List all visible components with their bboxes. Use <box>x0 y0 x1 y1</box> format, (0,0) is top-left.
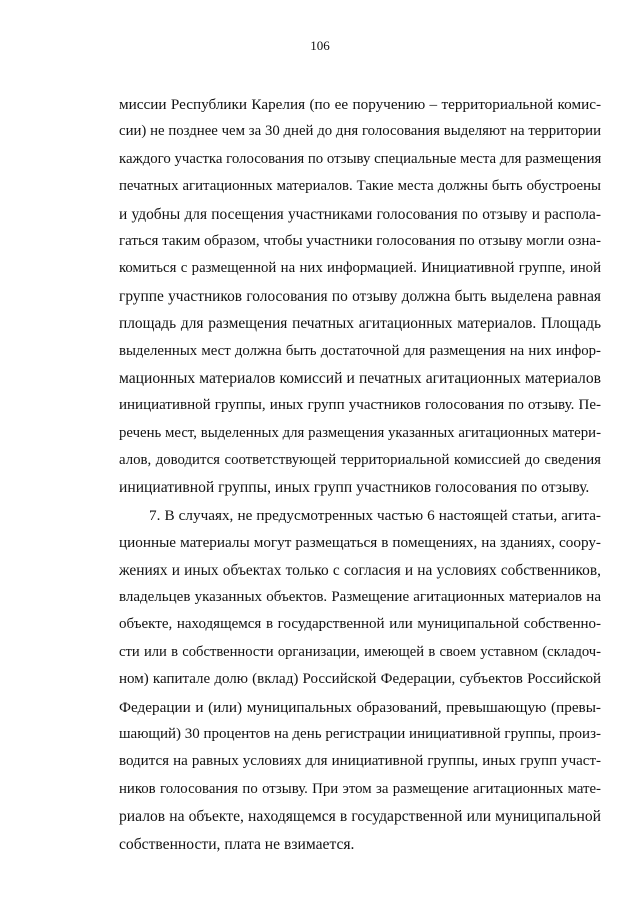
text-line: ников голосования по отзыву. При этом за размещение агитационных мате- <box>119 780 601 797</box>
text-line: Федерации и (или) муниципальных образований, превышающую (превы- <box>119 698 601 716</box>
text-line: 7. В случаях, не предусмотренных частью 6 настоящей статьи, агита- <box>149 506 601 524</box>
text-line: сии) не позднее чем за 30 дней до дня голосования выделяют на территории <box>119 123 601 140</box>
text-line: собственности, плата не взимается. <box>119 835 355 853</box>
text-line: площадь для размещения печатных агитационных материалов. Площадь <box>119 315 601 333</box>
text-line: алов, доводится соответствующей территориальной комиссией до сведения <box>119 452 601 469</box>
text-line: жениях и иных объектах только с согласия и на условиях собственников, <box>119 561 601 579</box>
text-line: инициативной группы, иных групп участников голосования по отзыву. <box>119 479 590 497</box>
paragraph <box>119 91 601 502</box>
text-line: объекте, находящемся в государственной или муниципальной собственно- <box>119 616 601 633</box>
text-line: речень мест, выделенных для размещения указанных агитационных матери- <box>119 424 601 441</box>
body-text <box>119 91 601 858</box>
text-line: и удобны для посещения участниками голосования по отзыву и распола- <box>119 205 601 223</box>
text-line: водится на равных условиях для инициативной группы, иных групп участ- <box>119 753 601 770</box>
text-line: владельцев указанных объектов. Размещение агитационных материалов на <box>119 589 601 606</box>
text-line: каждого участка голосования по отзыву специальные места для размещения <box>119 150 602 167</box>
text-line: сти или в собственности организации, имеющей в своем уставном (складоч- <box>119 643 601 660</box>
paragraph <box>119 502 601 858</box>
page-number: 106 <box>310 38 330 53</box>
text-line: выделенных мест должна быть достаточной для размещения на них инфор- <box>119 342 601 359</box>
text-line: миссии Республики Карелия (по ее поручению – территориальной комис- <box>119 96 601 113</box>
text-line: инициативной группы, иных групп участников голосования по отзыву. Пе- <box>119 397 601 414</box>
text-line: гаться таким образом, чтобы участники голосования по отзыву могли озна- <box>119 232 602 249</box>
text-line: шающий) 30 процентов на день регистрации инициативной группы, произ- <box>119 725 601 742</box>
text-line: ном) капитале долю (вклад) Российской Федерации, субъектов Российской <box>119 671 601 688</box>
text-line: комиться с размещенной на них информацией. Инициативной группе, иной <box>119 260 601 277</box>
text-line: группе участников голосования по отзыву должна быть выделена равная <box>119 287 601 305</box>
text-line: мационных материалов комиссий и печатных агитационных материалов <box>119 369 601 387</box>
text-line: печатных агитационных материалов. Такие места должны быть обустроены <box>119 178 601 195</box>
text-line: ционные материалы могут размещаться в помещениях, на зданиях, соору- <box>119 534 601 552</box>
text-line: риалов на объекте, находящемся в государственной или муниципальной <box>119 808 601 826</box>
